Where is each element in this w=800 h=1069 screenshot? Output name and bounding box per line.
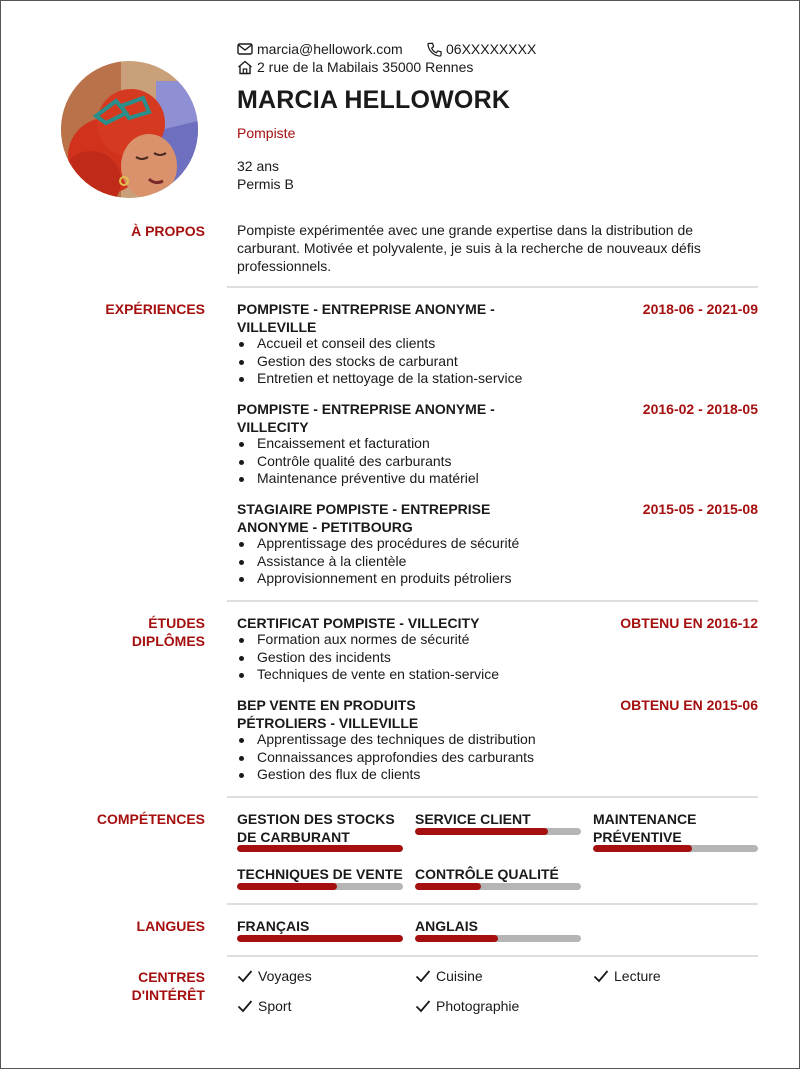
- avatar-illustration: [61, 61, 198, 198]
- skill-name: TECHNIQUES DE VENTE: [237, 866, 403, 882]
- education-details: [237, 731, 536, 784]
- list-item: Formation aux normes de sécurité: [237, 631, 499, 649]
- job-title: Pompiste: [237, 125, 296, 141]
- list-item: Gestion des incidents: [237, 649, 499, 667]
- age: 32 ans: [237, 158, 280, 174]
- language-level-bar: [415, 935, 581, 942]
- skill-level-fill: [593, 845, 692, 852]
- skill-level-fill: [237, 845, 403, 852]
- education-details: [237, 631, 499, 684]
- skill-item: [415, 810, 581, 855]
- checkmark-icon: [415, 999, 431, 1013]
- list-item: Gestion des stocks de carburant: [237, 353, 522, 371]
- separator: [227, 600, 758, 602]
- experience-title: STAGIAIRE POMPISTE - ENTREPRISE ANONYME - PETITBOURG: [237, 501, 491, 535]
- skill-level-bar: [415, 883, 581, 890]
- experience-dates: 2015-05 - 2015-08: [642, 501, 758, 517]
- section-label-experiences: EXPÉRIENCES: [105, 301, 205, 317]
- language-level-fill: [237, 935, 403, 942]
- skill-level-bar: [237, 845, 403, 852]
- interest-item: Lecture: [593, 968, 661, 984]
- candidate-name: MARCIA HELLOWORK: [237, 86, 511, 114]
- list-item: Maintenance préventive du matériel: [237, 470, 479, 488]
- checkmark-icon: [237, 969, 253, 983]
- list-item: Encaissement et facturation: [237, 435, 479, 453]
- skill-name: MAINTENANCE PRÉVENTIVE: [593, 811, 697, 845]
- experience-dates: 2016-02 - 2018-05: [642, 401, 758, 417]
- section-label-languages: LANGUES: [136, 918, 205, 934]
- list-item: Entretien et nettoyage de la station-service: [237, 370, 522, 388]
- email-contact: [237, 41, 403, 57]
- education-date: OBTENU EN 2015-06: [620, 697, 758, 713]
- education-title: CERTIFICAT POMPISTE - VILLECITY: [237, 615, 480, 631]
- education-date: OBTENU EN 2016-12: [620, 615, 758, 631]
- address-contact: [237, 59, 473, 75]
- language-name: FRANÇAIS: [237, 918, 310, 934]
- education-title: BEP VENTE EN PRODUITS PÉTROLIERS - VILLEVILLE: [237, 697, 419, 731]
- skill-name: GESTION DES STOCKS DE CARBURANT: [237, 811, 395, 845]
- experience-dates: 2018-06 - 2021-09: [642, 301, 758, 317]
- skill-level-fill: [237, 883, 337, 890]
- list-item: Connaissances approfondies des carburants: [237, 749, 536, 767]
- phone-contact: [427, 41, 536, 57]
- interest-item: Voyages: [237, 968, 312, 984]
- driving-license: Permis B: [237, 176, 294, 192]
- interest-item: Sport: [237, 998, 291, 1014]
- address-text: 2 rue de la Mabilais 35000 Rennes: [257, 59, 474, 75]
- skill-level-bar: [237, 883, 403, 890]
- experience-tasks: [237, 435, 479, 488]
- list-item: Techniques de vente en station-service: [237, 666, 499, 684]
- skill-level-fill: [415, 883, 481, 890]
- experience-tasks: [237, 535, 519, 588]
- language-level-bar: [237, 935, 403, 942]
- language-level-fill: [415, 935, 498, 942]
- email-text[interactable]: marcia@hellowork.com: [257, 41, 403, 57]
- checkmark-icon: [415, 969, 431, 983]
- skill-name: CONTRÔLE QUALITÉ: [415, 866, 559, 882]
- list-item: Gestion des flux de clients: [237, 766, 536, 784]
- checkmark-icon: [593, 969, 609, 983]
- section-label-education: ÉTUDES DIPLÔMES: [131, 615, 205, 649]
- experience-title: POMPISTE - ENTREPRISE ANONYME - VILLECITY: [237, 401, 495, 435]
- experience-title: POMPISTE - ENTREPRISE ANONYME - VILLEVILLE: [237, 301, 495, 335]
- interest-item: Photographie: [415, 998, 519, 1014]
- language-item: [237, 917, 403, 947]
- about-text: Pompiste expérimentée avec une grande expertise dans la distribution de carburant. Motivée et polyvalente, je suis à la recherche de nouveaux défis professionnels.: [237, 222, 701, 274]
- skill-item: [415, 865, 581, 895]
- experience-tasks: [237, 335, 522, 388]
- list-item: Contrôle qualité des carburants: [237, 453, 479, 471]
- profile-avatar: [61, 61, 198, 198]
- list-item: Assistance à la clientèle: [237, 553, 519, 571]
- skill-name: SERVICE CLIENT: [415, 811, 531, 827]
- separator: [227, 286, 758, 288]
- skill-item: [593, 810, 758, 855]
- skill-level-bar: [593, 845, 758, 852]
- skill-level-fill: [415, 828, 548, 835]
- list-item: Accueil et conseil des clients: [237, 335, 522, 353]
- list-item: Apprentissage des procédures de sécurité: [237, 535, 519, 553]
- list-item: Approvisionnement en produits pétroliers: [237, 570, 519, 588]
- phone-icon: [427, 42, 442, 57]
- section-label-skills: COMPÉTENCES: [96, 811, 205, 827]
- interest-item: Cuisine: [415, 968, 483, 984]
- skill-item: [237, 865, 403, 895]
- envelope-icon: [237, 42, 253, 56]
- list-item: Apprentissage des techniques de distribution: [237, 731, 536, 749]
- skill-level-bar: [415, 828, 581, 835]
- home-icon: [237, 60, 253, 75]
- phone-text[interactable]: 06XXXXXXXX: [446, 41, 537, 57]
- section-label-about: À PROPOS: [131, 223, 205, 239]
- separator: [227, 903, 758, 905]
- checkmark-icon: [237, 999, 253, 1013]
- separator: [227, 796, 758, 798]
- section-label-interests: CENTRES D'INTÉRÊT: [131, 969, 205, 1003]
- separator: [227, 955, 758, 957]
- language-item: [415, 917, 581, 947]
- language-name: ANGLAIS: [415, 918, 478, 934]
- skill-item: [237, 810, 403, 855]
